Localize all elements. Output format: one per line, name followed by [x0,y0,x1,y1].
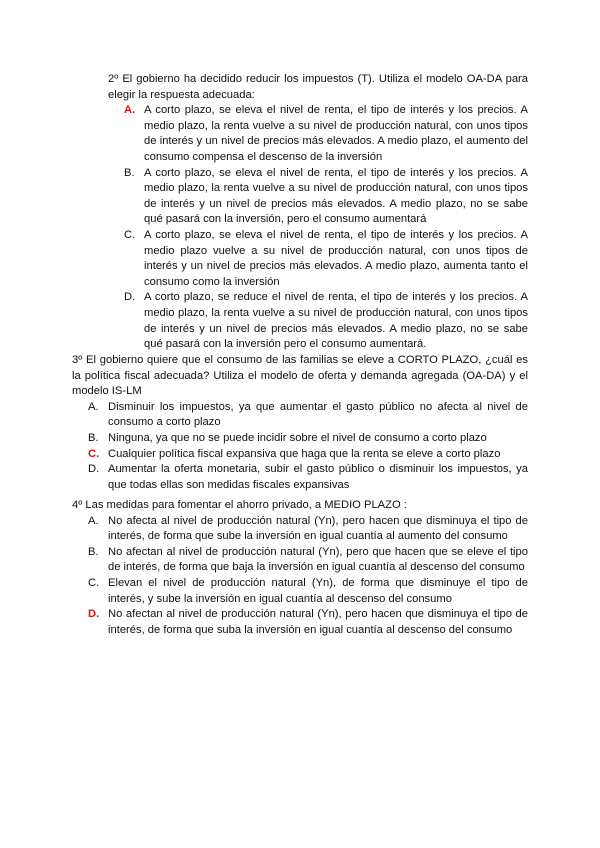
option-letter: B. [88,431,99,444]
option-text: A corto plazo, se eleva el nivel de renta, el tipo de interés y los precios. A medio plazo, la renta vuelve a su nivel de producción natural, con unos tipos de interés y un nivel de precios más elevados. A medio plazo, no se sabe qué pasará con la inversión, pero el consumo aumentará [144,166,528,226]
option-letter: C. [88,576,100,589]
option-text: Ninguna, ya que no se puede incidir sobre el nivel de consumo a corto plazo [108,431,487,444]
question-3 [72,353,528,493]
option-a [72,400,528,431]
question-stem: 2º El gobierno ha decidido reducir los impuestos (T). Utiliza el modelo OA-DA para elegir la respuesta adecuada: [108,73,528,101]
option-text: Disminuir los impuestos, ya que aumentar el gasto público no afecta al nivel de consumo a corto plazo [108,400,528,429]
option-a-correct [108,103,528,165]
option-letter: C. [88,447,100,460]
option-list [72,400,528,494]
option-list [72,514,528,639]
option-letter: A. [88,514,99,527]
option-text: A corto plazo, se eleva el nivel de renta, el tipo de interés y los precios. A medio plazo vuelve a su nivel de producción natural, con unos tipos de interés y un nivel de precios más elevados. A medio plazo, aumenta tanto el consumo como la inversión [144,228,528,288]
option-letter: C. [124,228,136,241]
option-text: A corto plazo, se eleva el nivel de renta, el tipo de interés y los precios. A medio plazo, la renta vuelve a su nivel de producción natural, con unos tipos de interés y un nivel de precios más elevados. A medio plazo, el aumento del consumo compensa el descenso de la inversión [144,104,528,163]
option-b [72,545,528,576]
option-text: No afectan al nivel de producción natural (Yn), pero hacen que disminuya el tipo de interés, de forma que suba la inversión en igual cuantía al descenso del consumo [108,608,528,636]
option-letter: B. [124,166,135,179]
option-d-correct [72,607,528,638]
option-letter: B. [88,545,99,558]
option-text: Cualquier política fiscal expansiva que haga que la renta se eleve a corto plazo [108,447,501,460]
option-letter: D. [88,608,100,621]
question-stem: 4º Las medidas para fomentar el ahorro privado, a MEDIO PLAZO : [72,499,407,511]
option-list [108,103,528,353]
option-text: A corto plazo, se reduce el nivel de renta, el tipo de interés y los precios. A medio plazo, la renta vuelve a su nivel de producción natural, con unos tipos de interés y un nivel de precios más elevados. A medio plazo, no se sabe qué pasará con la inversión pero el consumo aumentará. [144,291,528,351]
option-d [72,462,528,493]
option-c [72,576,528,607]
option-text: Elevan el nivel de producción natural (Yn), de forma que disminuye el tipo de interés, y sube la inversión en igual cuantía al descenso del consumo [108,576,528,605]
question-stem: 3º El gobierno quiere que el consumo de las familias se eleve a CORTO PLAZO, ¿cuál es la política fiscal adecuada? Utiliza el modelo de oferta y demanda agregada (OA-DA) y el modelo IS-LM [72,354,528,398]
option-letter: A. [88,400,99,413]
question-4 [72,498,528,638]
option-b [108,166,528,228]
option-letter: A. [124,104,136,117]
question-2 [108,72,528,353]
option-c [108,228,528,290]
option-c-correct [72,447,528,463]
option-letter: D. [88,463,100,476]
option-letter: D. [124,291,136,304]
option-a [72,514,528,545]
option-text: Aumentar la oferta monetaria, subir el gasto público o disminuir los impuestos, ya que todas ellas son medidas fiscales expansivas [108,463,528,491]
option-d [108,290,528,352]
option-text: No afectan al nivel de producción natural (Yn), pero que hacen que se eleve el tipo de interés, de forma que baja la inversión en igual cuantía al descenso del consumo [108,545,528,574]
option-text: No afecta al nivel de producción natural (Yn), pero hacen que disminuya el tipo de interés, de forma que sube la inversión en igual cuantía al aumento del consumo [108,514,528,543]
option-b [72,431,528,447]
